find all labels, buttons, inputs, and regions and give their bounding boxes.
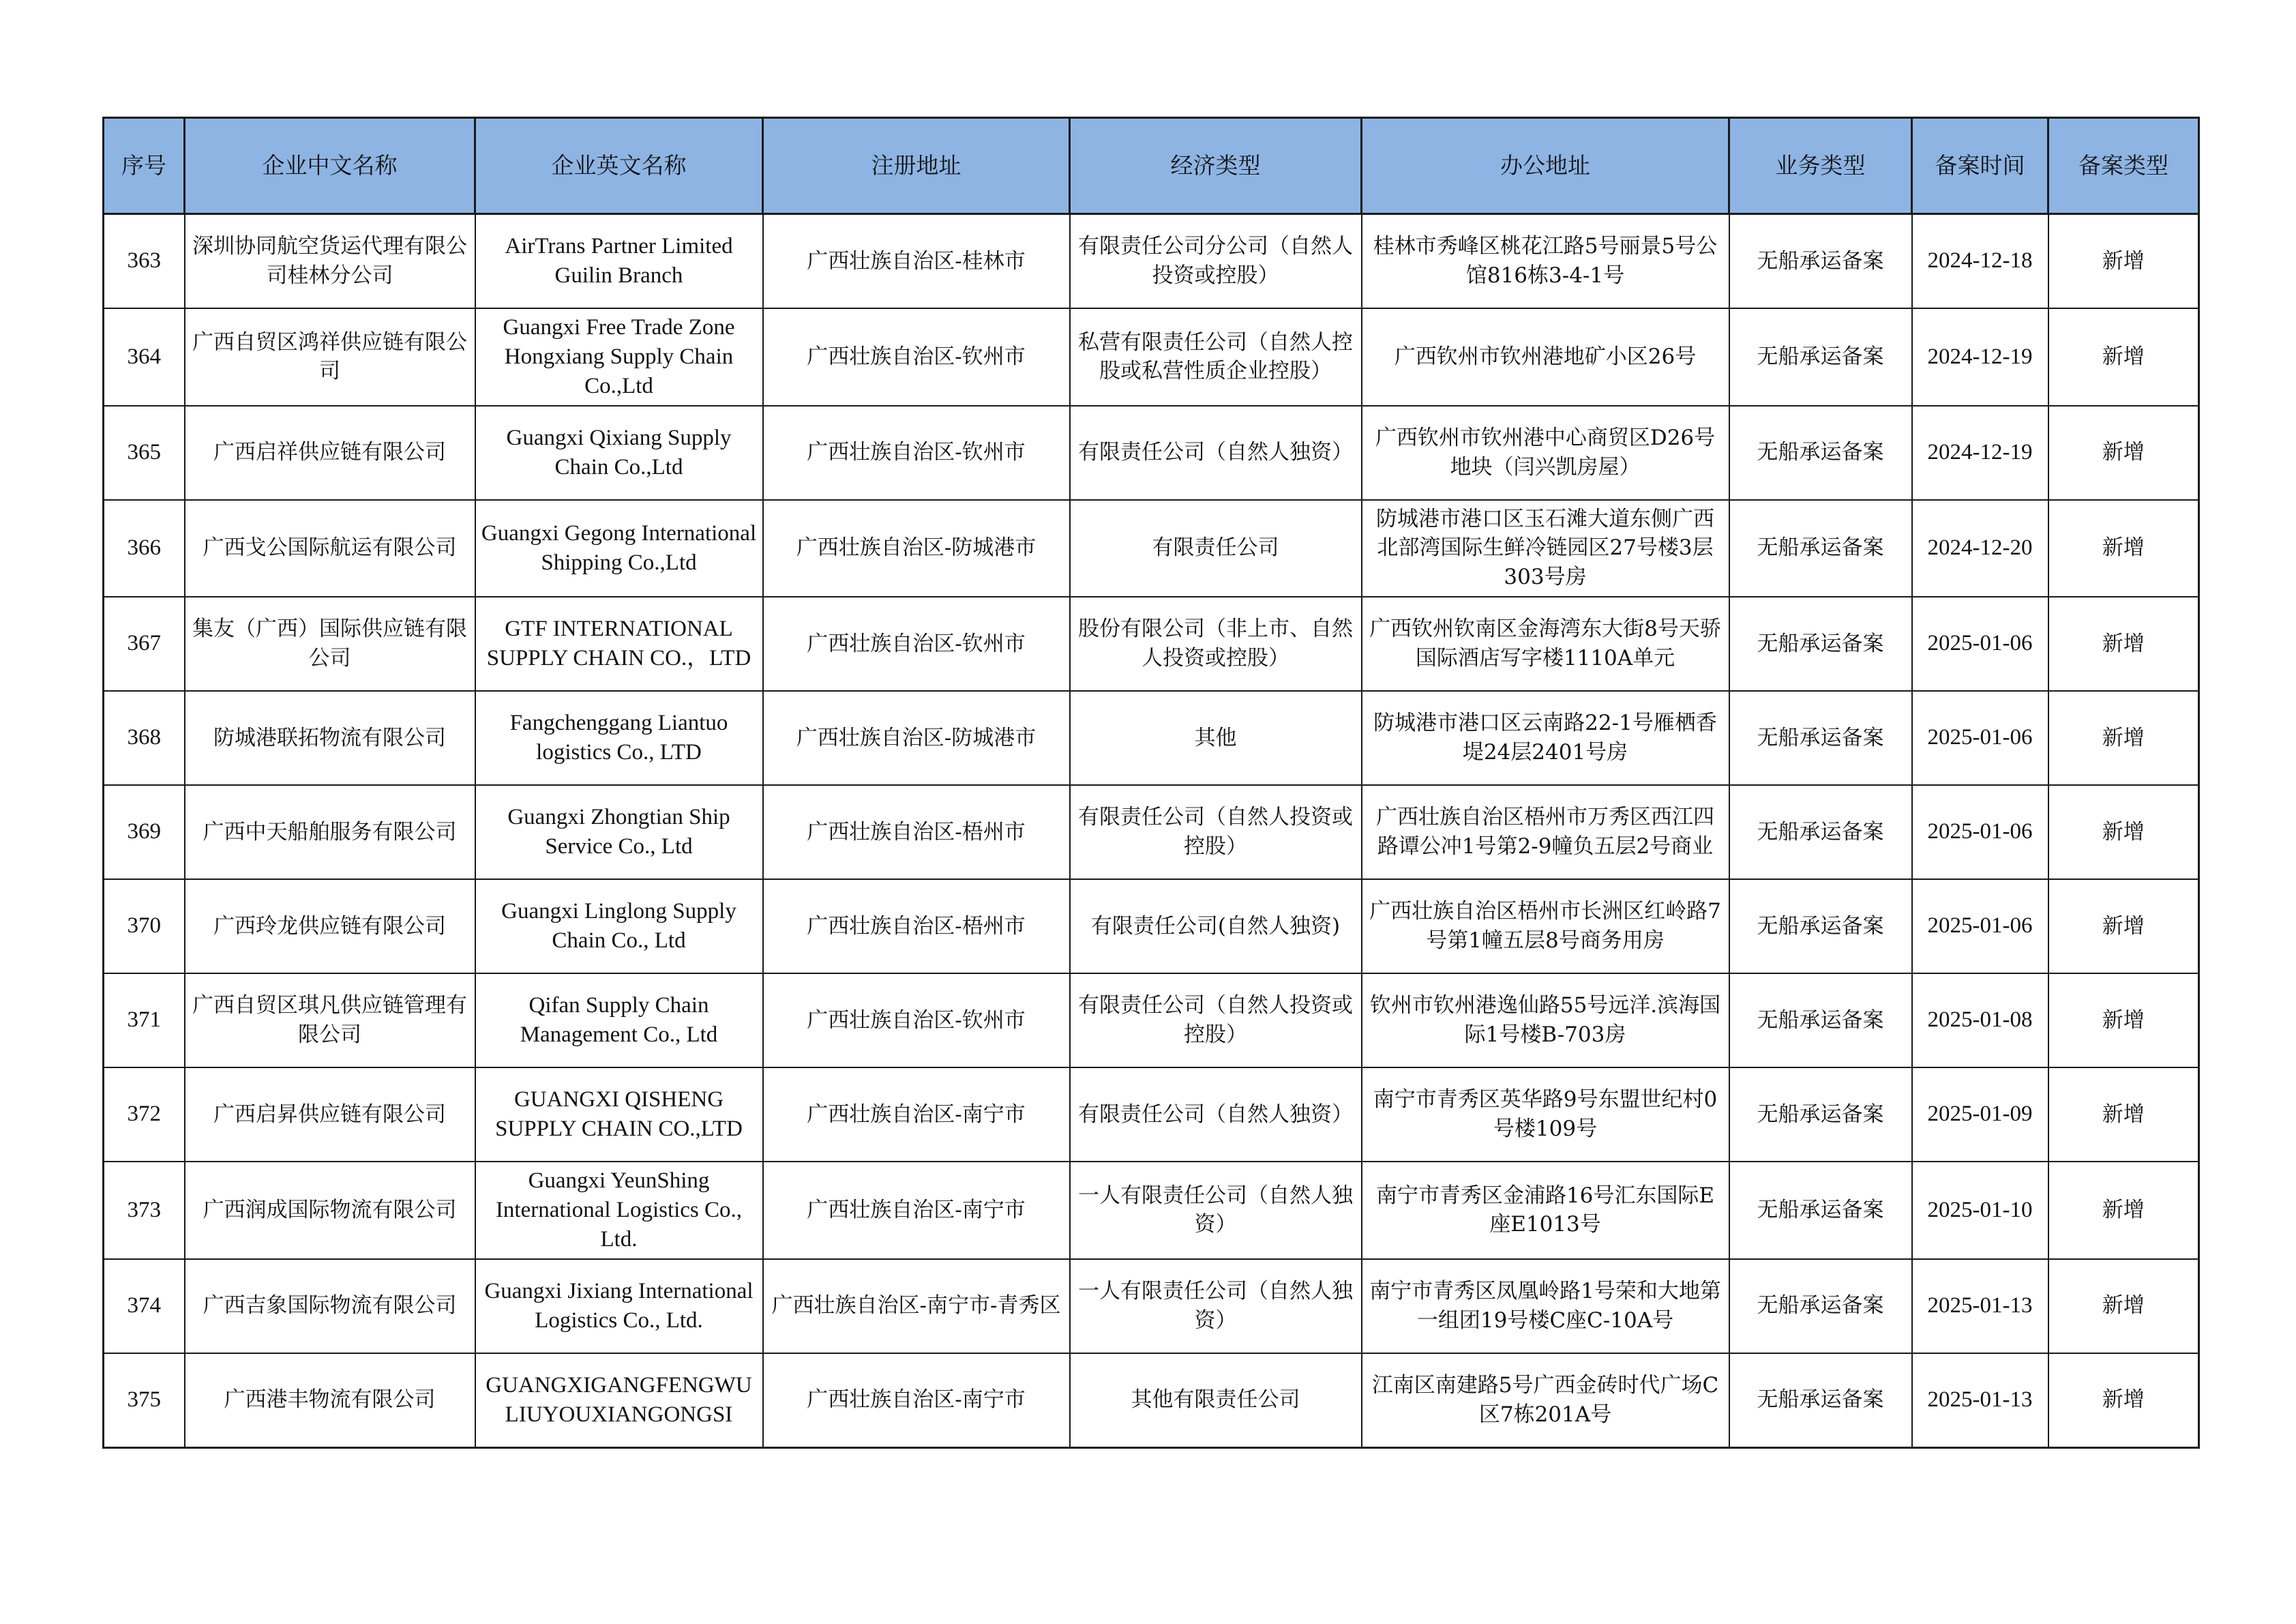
table-row <box>104 785 2199 879</box>
cell-reg-addr: 广西壮族自治区-钦州市 <box>763 597 1070 691</box>
cell-cn-name: 广西自贸区鸿祥供应链有限公司 <box>185 308 475 406</box>
cell-en-name: GUANGXI QISHENG SUPPLY CHAIN CO.,LTD <box>475 1067 763 1162</box>
cell-en-name: GUANGXIGANGFENGWULIUYOUXIANGONGSI <box>475 1353 763 1448</box>
cell-no: 375 <box>104 1353 185 1448</box>
cell-econ-type: 有限责任公司（自然人独资） <box>1070 1067 1362 1162</box>
table-row <box>104 1259 2199 1353</box>
cell-office-addr: 桂林市秀峰区桃花江路5号丽景5号公馆816栋3-4-1号 <box>1362 214 1729 309</box>
cell-reg-addr: 广西壮族自治区-钦州市 <box>763 308 1070 406</box>
cell-record-type: 新增 <box>2048 691 2199 785</box>
cell-date: 2024-12-18 <box>1912 214 2048 309</box>
table-body <box>104 214 2199 1448</box>
cell-record-type: 新增 <box>2048 785 2199 879</box>
cell-cn-name: 广西港丰物流有限公司 <box>185 1353 475 1448</box>
cell-reg-addr: 广西壮族自治区-防城港市 <box>763 500 1070 597</box>
cell-reg-addr: 广西壮族自治区-钦州市 <box>763 406 1070 500</box>
cell-reg-addr: 广西壮族自治区-梧州市 <box>763 785 1070 879</box>
cell-biz-type: 无船承运备案 <box>1729 691 1912 785</box>
table-row <box>104 879 2199 973</box>
cell-biz-type: 无船承运备案 <box>1729 785 1912 879</box>
col-header-office-addr: 办公地址 <box>1362 118 1729 214</box>
col-header-econ-type: 经济类型 <box>1070 118 1362 214</box>
cell-econ-type: 其他有限责任公司 <box>1070 1353 1362 1448</box>
col-header-cn-name: 企业中文名称 <box>185 118 475 214</box>
cell-office-addr: 广西钦州市钦州港中心商贸区D26号地块（闫兴凯房屋） <box>1362 406 1729 500</box>
cell-cn-name: 广西启昇供应链有限公司 <box>185 1067 475 1162</box>
cell-record-type: 新增 <box>2048 973 2199 1067</box>
cell-reg-addr: 广西壮族自治区-南宁市 <box>763 1353 1070 1448</box>
cell-cn-name: 广西戈公国际航运有限公司 <box>185 500 475 597</box>
col-header-no: 序号 <box>104 118 185 214</box>
cell-office-addr: 广西钦州市钦州港地矿小区26号 <box>1362 308 1729 406</box>
cell-econ-type: 有限责任公司 <box>1070 500 1362 597</box>
cell-econ-type: 有限责任公司（自然人投资或控股） <box>1070 785 1362 879</box>
table-row <box>104 1162 2199 1259</box>
cell-record-type: 新增 <box>2048 308 2199 406</box>
cell-biz-type: 无船承运备案 <box>1729 500 1912 597</box>
cell-en-name: Guangxi Zhongtian Ship Service Co., Ltd <box>475 785 763 879</box>
table-row <box>104 308 2199 406</box>
cell-office-addr: 广西壮族自治区梧州市万秀区西江四路谭公冲1号第2-9幢负五层2号商业 <box>1362 785 1729 879</box>
cell-cn-name: 广西中天船舶服务有限公司 <box>185 785 475 879</box>
table-row <box>104 500 2199 597</box>
cell-en-name: Guangxi Free Trade Zone Hongxiang Supply Chain Co.,Ltd <box>475 308 763 406</box>
cell-reg-addr: 广西壮族自治区-南宁市-青秀区 <box>763 1259 1070 1353</box>
cell-reg-addr: 广西壮族自治区-防城港市 <box>763 691 1070 785</box>
table-row <box>104 214 2199 309</box>
cell-office-addr: 防城港市港口区云南路22-1号雁栖香堤24层2401号房 <box>1362 691 1729 785</box>
cell-cn-name: 防城港联拓物流有限公司 <box>185 691 475 785</box>
table-row <box>104 406 2199 500</box>
cell-en-name: Guangxi YeunShing International Logistics Co., Ltd. <box>475 1162 763 1259</box>
cell-en-name: Guangxi Gegong International Shipping Co.,Ltd <box>475 500 763 597</box>
cell-biz-type: 无船承运备案 <box>1729 1162 1912 1259</box>
cell-office-addr: 广西钦州钦南区金海湾东大街8号天骄国际酒店写字楼1110A单元 <box>1362 597 1729 691</box>
cell-cn-name: 广西润成国际物流有限公司 <box>185 1162 475 1259</box>
cell-no: 374 <box>104 1259 185 1353</box>
cell-reg-addr: 广西壮族自治区-梧州市 <box>763 879 1070 973</box>
cell-no: 368 <box>104 691 185 785</box>
cell-reg-addr: 广西壮族自治区-南宁市 <box>763 1067 1070 1162</box>
cell-econ-type: 一人有限责任公司（自然人独资） <box>1070 1259 1362 1353</box>
cell-cn-name: 广西启祥供应链有限公司 <box>185 406 475 500</box>
cell-date: 2025-01-13 <box>1912 1259 2048 1353</box>
cell-econ-type: 私营有限责任公司（自然人控股或私营性质企业控股） <box>1070 308 1362 406</box>
cell-econ-type: 有限责任公司分公司（自然人投资或控股） <box>1070 214 1362 309</box>
cell-en-name: Qifan Supply Chain Management Co., Ltd <box>475 973 763 1067</box>
cell-en-name: Guangxi Qixiang Supply Chain Co.,Ltd <box>475 406 763 500</box>
cell-record-type: 新增 <box>2048 597 2199 691</box>
col-header-record-type: 备案类型 <box>2048 118 2199 214</box>
cell-econ-type: 一人有限责任公司（自然人独资） <box>1070 1162 1362 1259</box>
cell-no: 363 <box>104 214 185 309</box>
col-header-reg-addr: 注册地址 <box>763 118 1070 214</box>
cell-date: 2024-12-19 <box>1912 406 2048 500</box>
cell-record-type: 新增 <box>2048 1067 2199 1162</box>
cell-record-type: 新增 <box>2048 214 2199 309</box>
table-row <box>104 597 2199 691</box>
cell-biz-type: 无船承运备案 <box>1729 308 1912 406</box>
cell-no: 365 <box>104 406 185 500</box>
cell-date: 2025-01-13 <box>1912 1353 2048 1448</box>
table-row <box>104 1067 2199 1162</box>
cell-biz-type: 无船承运备案 <box>1729 879 1912 973</box>
table-row <box>104 973 2199 1067</box>
cell-econ-type: 有限责任公司（自然人投资或控股） <box>1070 973 1362 1067</box>
cell-reg-addr: 广西壮族自治区-桂林市 <box>763 214 1070 309</box>
cell-biz-type: 无船承运备案 <box>1729 597 1912 691</box>
cell-date: 2024-12-20 <box>1912 500 2048 597</box>
cell-biz-type: 无船承运备案 <box>1729 1353 1912 1448</box>
cell-office-addr: 广西壮族自治区梧州市长洲区红岭路7号第1幢五层8号商务用房 <box>1362 879 1729 973</box>
table-row <box>104 1353 2199 1448</box>
cell-no: 367 <box>104 597 185 691</box>
cell-econ-type: 其他 <box>1070 691 1362 785</box>
cell-cn-name: 广西玲龙供应链有限公司 <box>185 879 475 973</box>
cell-cn-name: 广西吉象国际物流有限公司 <box>185 1259 475 1353</box>
cell-biz-type: 无船承运备案 <box>1729 973 1912 1067</box>
cell-no: 370 <box>104 879 185 973</box>
cell-no: 372 <box>104 1067 185 1162</box>
table-row <box>104 691 2199 785</box>
cell-record-type: 新增 <box>2048 879 2199 973</box>
col-header-date: 备案时间 <box>1912 118 2048 214</box>
cell-en-name: Guangxi Jixiang International Logistics Co., Ltd. <box>475 1259 763 1353</box>
cell-date: 2025-01-06 <box>1912 785 2048 879</box>
header-row <box>104 118 2199 214</box>
cell-record-type: 新增 <box>2048 1353 2199 1448</box>
cell-econ-type: 有限责任公司(自然人独资) <box>1070 879 1362 973</box>
cell-office-addr: 江南区南建路5号广西金砖时代广场C区7栋201A号 <box>1362 1353 1729 1448</box>
cell-date: 2025-01-08 <box>1912 973 2048 1067</box>
cell-record-type: 新增 <box>2048 406 2199 500</box>
cell-biz-type: 无船承运备案 <box>1729 1067 1912 1162</box>
cell-office-addr: 钦州市钦州港逸仙路55号远洋.滨海国际1号楼B-703房 <box>1362 973 1729 1067</box>
cell-date: 2025-01-06 <box>1912 691 2048 785</box>
cell-record-type: 新增 <box>2048 500 2199 597</box>
cell-cn-name: 深圳协同航空货运代理有限公司桂林分公司 <box>185 214 475 309</box>
cell-office-addr: 南宁市青秀区英华路9号东盟世纪村0号楼109号 <box>1362 1067 1729 1162</box>
cell-no: 364 <box>104 308 185 406</box>
cell-record-type: 新增 <box>2048 1259 2199 1353</box>
cell-econ-type: 股份有限公司（非上市、自然人投资或控股） <box>1070 597 1362 691</box>
cell-date: 2025-01-10 <box>1912 1162 2048 1259</box>
col-header-en-name: 企业英文名称 <box>475 118 763 214</box>
cell-econ-type: 有限责任公司（自然人独资） <box>1070 406 1362 500</box>
cell-date: 2025-01-06 <box>1912 597 2048 691</box>
cell-no: 371 <box>104 973 185 1067</box>
cell-office-addr: 防城港市港口区玉石滩大道东侧广西北部湾国际生鲜冷链园区27号楼3层303号房 <box>1362 500 1729 597</box>
cell-no: 366 <box>104 500 185 597</box>
cell-date: 2024-12-19 <box>1912 308 2048 406</box>
cell-en-name: Guangxi Linglong Supply Chain Co., Ltd <box>475 879 763 973</box>
cell-office-addr: 南宁市青秀区凤凰岭路1号荣和大地第一组团19号楼C座C-10A号 <box>1362 1259 1729 1353</box>
cell-biz-type: 无船承运备案 <box>1729 1259 1912 1353</box>
cell-cn-name: 集友（广西）国际供应链有限公司 <box>185 597 475 691</box>
cell-date: 2025-01-09 <box>1912 1067 2048 1162</box>
cell-biz-type: 无船承运备案 <box>1729 214 1912 309</box>
cell-date: 2025-01-06 <box>1912 879 2048 973</box>
cell-reg-addr: 广西壮族自治区-钦州市 <box>763 973 1070 1067</box>
document-page <box>102 117 2198 1449</box>
filing-table <box>102 117 2200 1449</box>
cell-reg-addr: 广西壮族自治区-南宁市 <box>763 1162 1070 1259</box>
cell-en-name: AirTrans Partner Limited Guilin Branch <box>475 214 763 309</box>
cell-record-type: 新增 <box>2048 1162 2199 1259</box>
cell-en-name: GTF INTERNATIONAL SUPPLY CHAIN CO.，LTD <box>475 597 763 691</box>
cell-no: 373 <box>104 1162 185 1259</box>
cell-en-name: Fangchenggang Liantuo logistics Co., LTD <box>475 691 763 785</box>
cell-office-addr: 南宁市青秀区金浦路16号汇东国际E座E1013号 <box>1362 1162 1729 1259</box>
col-header-biz-type: 业务类型 <box>1729 118 1912 214</box>
cell-no: 369 <box>104 785 185 879</box>
cell-cn-name: 广西自贸区琪凡供应链管理有限公司 <box>185 973 475 1067</box>
cell-biz-type: 无船承运备案 <box>1729 406 1912 500</box>
